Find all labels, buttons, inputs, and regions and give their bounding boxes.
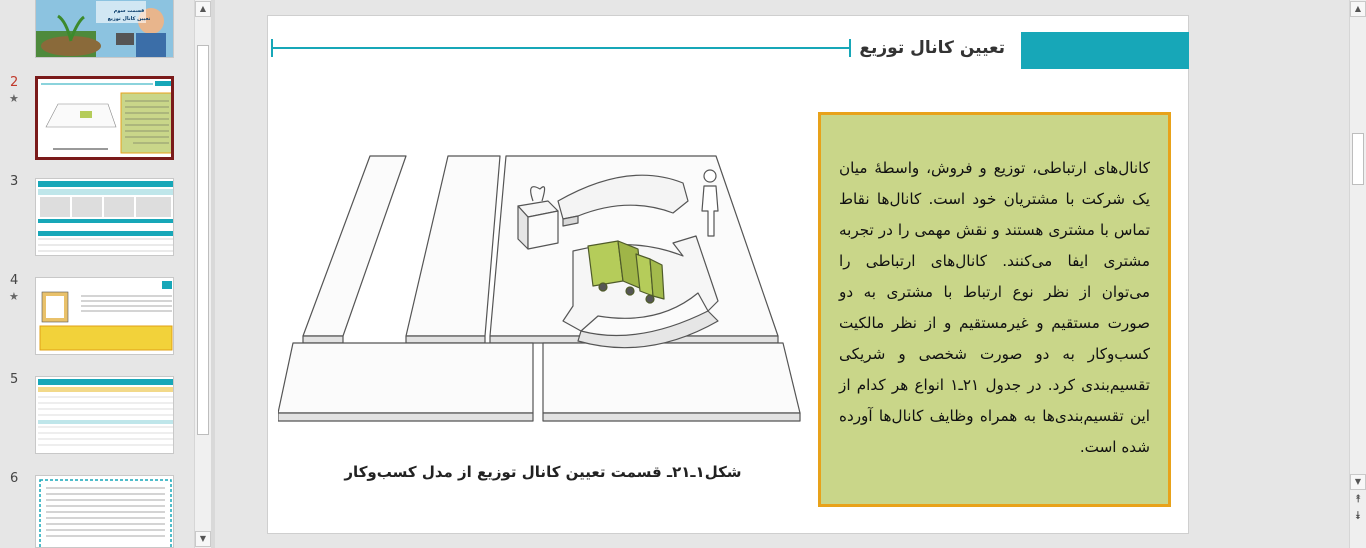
body-text-box[interactable] <box>818 112 1171 507</box>
title-accent-bar <box>1021 32 1189 69</box>
slide-number-6: 6 <box>10 471 19 486</box>
slide-thumbnail-3[interactable] <box>35 178 174 256</box>
scroll-down-button[interactable]: ▼ <box>1350 474 1366 490</box>
slide-thumbnail-6[interactable] <box>35 475 174 548</box>
slide-title[interactable]: تعیین کانال توزیع <box>859 38 1005 58</box>
thumbnail-6-preview <box>36 476 174 548</box>
thumbnail-5-preview <box>36 377 174 454</box>
slide-scrollbar[interactable] <box>1349 0 1366 548</box>
slide-thumbnail-1[interactable] <box>35 0 174 58</box>
slide-thumbnail-pane <box>0 0 193 548</box>
scrollbar-thumb[interactable] <box>197 45 209 435</box>
thumbnail-2-preview <box>38 79 174 159</box>
title-line-tick-right <box>849 39 851 57</box>
slide-number-5: 5 <box>10 372 19 387</box>
scroll-down-button[interactable]: ▼ <box>195 531 211 547</box>
slide-number-3: 3 <box>10 174 19 189</box>
business-model-canvas-figure[interactable] <box>278 141 803 431</box>
previous-slide-button[interactable]: ⯭ <box>1354 492 1362 505</box>
scrollbar-thumb[interactable] <box>1352 133 1364 185</box>
slide-thumbnail-2[interactable] <box>35 76 174 160</box>
animation-star-icon: ★ <box>9 92 19 105</box>
thumbnail-4-preview <box>36 278 174 355</box>
thumbnail-scrollbar[interactable] <box>194 0 211 548</box>
title-underline <box>272 47 850 49</box>
animation-star-icon: ★ <box>9 290 19 303</box>
body-text: کانال‌های ارتباطی، توزیع و فروش، واسطهٔ میان یک شرکت با مشتریان خود است. کانال‌ها نقاط تماس با مشتری هستند و نقش مهمی را در تجربه مشتری ایفا می‌کنند. کانال‌های ارتباطی را می‌توان از نظر نوع ارتباط با مشتری به دو صورت مستقیم و غیرمستقیم و از نظر مالکیت کسب‌وکار به دو صورت شخصی و شریکی تقسیم‌بندی کرد. در جدول ۲۱ـ۱ انواع هر کدام از این تقسیم‌بندی‌ها به همراه وظایف کانال‌ها آورده شده است. <box>839 159 1150 456</box>
slide-2[interactable] <box>267 15 1189 534</box>
scroll-up-button[interactable]: ▲ <box>1350 1 1366 17</box>
figure-caption[interactable]: شکل۱ـ۲۱ـ قسمت تعیین کانال توزیع از مدل کسب‌وکار <box>344 463 742 481</box>
slide-thumbnail-4[interactable] <box>35 277 174 355</box>
slide-number-2: 2 <box>10 75 19 90</box>
slide-thumbnail-5[interactable] <box>35 376 174 454</box>
thumbnail-1-title-line1: قسمت سوم <box>113 8 145 14</box>
thumbnail-3-preview <box>36 179 174 256</box>
thumbnail-1-title-line2: تعیین کانال توزیع <box>107 16 151 22</box>
slide-number-4: 4 <box>10 273 19 288</box>
title-line-tick-left <box>271 39 273 57</box>
next-slide-button[interactable]: ⯯ <box>1354 509 1362 522</box>
scroll-up-button[interactable]: ▲ <box>195 1 211 17</box>
